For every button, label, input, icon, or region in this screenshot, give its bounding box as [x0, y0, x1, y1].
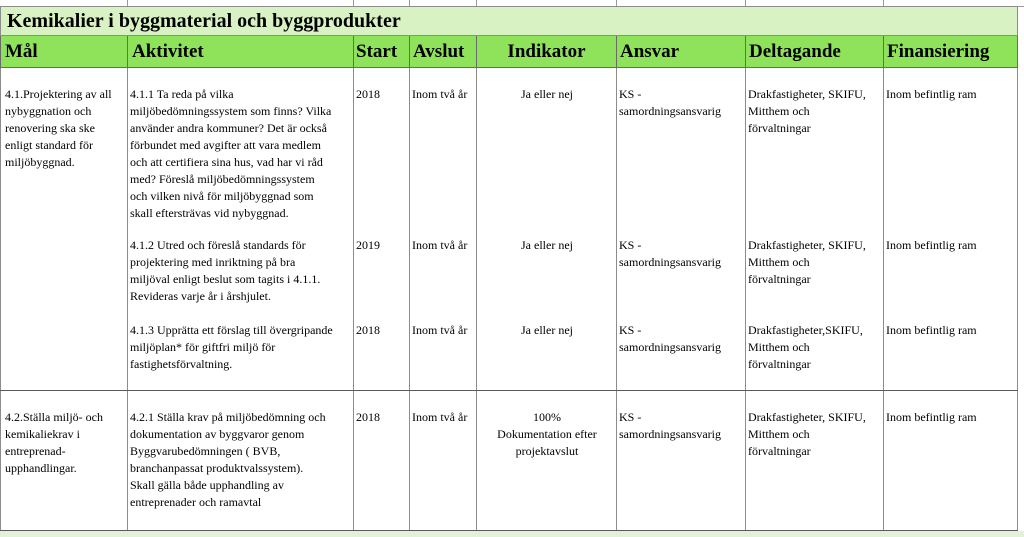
row-2-mal[interactable]: 4.2.Ställa miljö- och kemikaliekrav i entreprenad- upphandlingar. — [5, 410, 103, 475]
start-cell[interactable]: 2018 — [356, 87, 380, 101]
grid-line — [353, 68, 354, 531]
indikator-cell[interactable]: 100% Dokumentation efter projektavslut — [497, 410, 597, 458]
row-1-mal[interactable]: 4.1.Projektering av all nybyggnation och renovering ska ske enligt standard för miljöbyggnad. — [5, 87, 112, 169]
grid-line — [745, 68, 746, 531]
ansvar-cell[interactable]: KS - samordningsansvarig — [619, 410, 721, 441]
section-title-row[interactable] — [0, 6, 1018, 36]
header-aktivitet[interactable]: Aktivitet — [128, 36, 354, 68]
deltagande-cell[interactable]: Drakfastigheter, SKIFU, Mitthem och förvaltningar — [748, 410, 866, 458]
avslut-cell[interactable]: Inom två år — [412, 238, 468, 252]
start-cell[interactable]: 2019 — [356, 238, 380, 252]
ansvar-cell[interactable]: KS - samordningsansvarig — [619, 238, 721, 269]
deltagande-cell[interactable]: Drakfastigheter,SKIFU, Mitthem och förvaltningar — [748, 323, 863, 371]
activity-4-2-1[interactable]: 4.2.1 Ställa krav på miljöbedömning och dokumentation av byggvaror genom Byggvarubedömningen ( BVB, branchanpassat produktvalssystem). Skall gälla både upphandling av entreprenader och ramavtal — [130, 410, 326, 509]
header-deltagande[interactable]: Deltagande — [746, 36, 884, 68]
next-row-edge — [0, 531, 1024, 537]
grid-line — [127, 68, 128, 531]
header-finansiering[interactable]: Finansiering — [884, 36, 1018, 68]
header-mal[interactable]: Mål — [0, 36, 128, 68]
activity-4-1-3[interactable]: 4.1.3 Upprätta ett förslag till övergripande miljöplan* för giftfri miljö för fastighetsförvaltning. — [130, 323, 333, 371]
grid-line — [0, 68, 1, 531]
grid-line — [1017, 68, 1018, 531]
avslut-cell[interactable]: Inom två år — [412, 87, 468, 101]
indikator-cell[interactable]: Ja eller nej — [521, 87, 573, 101]
start-cell[interactable]: 2018 — [356, 323, 380, 337]
header-avslut[interactable]: Avslut — [410, 36, 477, 68]
row-divider — [0, 390, 1018, 391]
ansvar-cell[interactable]: KS - samordningsansvarig — [619, 87, 721, 118]
deltagande-cell[interactable]: Drakfastigheter, SKIFU, Mitthem och förvaltningar — [748, 87, 866, 135]
finansiering-cell[interactable]: Inom befintlig ram — [886, 410, 977, 424]
section-title: Kemikalier i byggmaterial och byggprodukter — [7, 10, 401, 32]
avslut-cell[interactable]: Inom två år — [412, 410, 468, 424]
activity-4-1-1[interactable]: 4.1.1 Ta reda på vilka miljöbedömningssystem som finns? Vilka använder andra kommuner? Det är också förbundet med avgifter att vara medlem och att certifiera sina hus, vad har vi råd med? Föreslå miljöbedömningssystem och vilken nivå för miljöbyggnad som skall eftersträvas vid nybyggnad. — [130, 87, 332, 220]
avslut-cell[interactable]: Inom två år — [412, 323, 468, 337]
header-indikator[interactable]: Indikator — [477, 36, 617, 68]
finansiering-cell[interactable]: Inom befintlig ram — [886, 87, 977, 101]
grid-line — [883, 68, 884, 531]
ansvar-cell[interactable]: KS - samordningsansvarig — [619, 323, 721, 354]
finansiering-cell[interactable]: Inom befintlig ram — [886, 238, 977, 252]
finansiering-cell[interactable]: Inom befintlig ram — [886, 323, 977, 337]
header-ansvar[interactable]: Ansvar — [617, 36, 746, 68]
grid-line — [409, 68, 410, 531]
header-start[interactable]: Start — [354, 36, 410, 68]
indikator-cell[interactable]: Ja eller nej — [521, 323, 573, 337]
indikator-cell[interactable]: Ja eller nej — [521, 238, 573, 252]
grid-line — [616, 68, 617, 531]
grid-line — [476, 68, 477, 531]
start-cell[interactable]: 2018 — [356, 410, 380, 424]
activity-4-1-2[interactable]: 4.1.2 Utred och föreslå standards för projektering med inriktning på bra miljöval enligt beslut som tagits i 4.1.1. Revideras varje år i årshjulet. — [130, 238, 321, 303]
deltagande-cell[interactable]: Drakfastigheter, SKIFU, Mitthem och förvaltningar — [748, 238, 866, 286]
